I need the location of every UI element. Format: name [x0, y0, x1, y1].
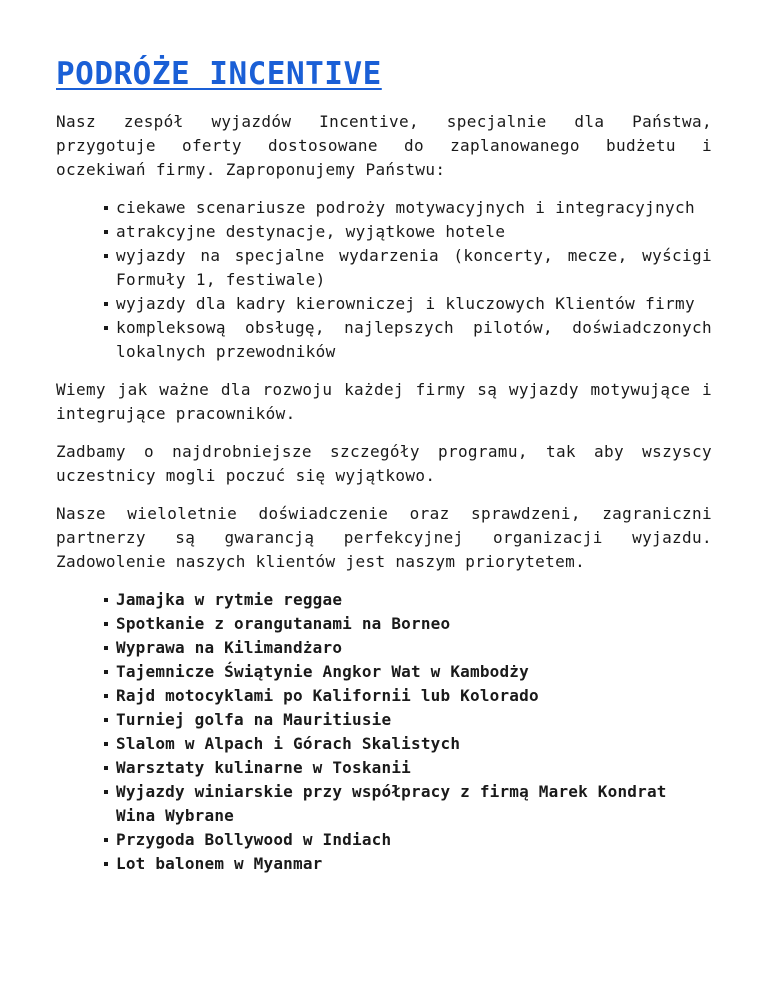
list-item: kompleksową obsługę, najlepszych pilotów, doświadczonych lokalnych przewodników: [116, 316, 712, 364]
list-item: Spotkanie z orangutanami na Borneo: [116, 612, 712, 636]
list-item: Jamajka w rytmie reggae: [116, 588, 712, 612]
intro-paragraph: Nasz zespół wyjazdów Incentive, specjalnie dla Państwa, przygotuje oferty dostosowane do zaplanowanego budżetu i oczekiwań firmy. Zaproponujemy Państwu:: [56, 112, 712, 179]
list-item: Wyprawa na Kilimandżaro: [116, 636, 712, 660]
list-item: Rajd motocyklami po Kalifornii lub Kolorado: [116, 684, 712, 708]
list-item: Turniej golfa na Mauritiusie: [116, 708, 712, 732]
trip-list: [56, 588, 712, 876]
list-item: Lot balonem w Myanmar: [116, 852, 712, 876]
paragraph-experience: Nasze wieloletnie doświadczenie oraz sprawdzeni, zagraniczni partnerzy są gwarancją perfekcyjnej organizacji wyjazdu. Zadowolenie naszych klientów jest naszym priorytetem.: [56, 504, 712, 571]
list-item: atrakcyjne destynacje, wyjątkowe hotele: [116, 220, 712, 244]
list-item: Wyjazdy winiarskie przy współpracy z firmą Marek Kondrat Wina Wybrane: [116, 780, 712, 828]
list-item: Tajemnicze Świątynie Angkor Wat w Kambodży: [116, 660, 712, 684]
list-item: wyjazdy na specjalne wydarzenia (koncerty, mecze, wyścigi Formuły 1, festiwale): [116, 244, 712, 292]
paragraph-importance: Wiemy jak ważne dla rozwoju każdej firmy są wyjazdy motywujące i integrujące pracowników.: [56, 380, 712, 423]
list-item: Przygoda Bollywood w Indiach: [116, 828, 712, 852]
list-item: ciekawe scenariusze podroży motywacyjnych i integracyjnych: [116, 196, 712, 220]
list-item: Warsztaty kulinarne w Toskanii: [116, 756, 712, 780]
list-item: Slalom w Alpach i Górach Skalistych: [116, 732, 712, 756]
offer-list: [56, 196, 712, 364]
page-title-link[interactable]: PODRÓŻE INCENTIVE: [56, 56, 382, 92]
list-item: wyjazdy dla kadry kierowniczej i kluczowych Klientów firmy: [116, 292, 712, 316]
paragraph-details: Zadbamy o najdrobniejsze szczegóły programu, tak aby wszyscy uczestnicy mogli poczuć się wyjątkowo.: [56, 442, 712, 485]
